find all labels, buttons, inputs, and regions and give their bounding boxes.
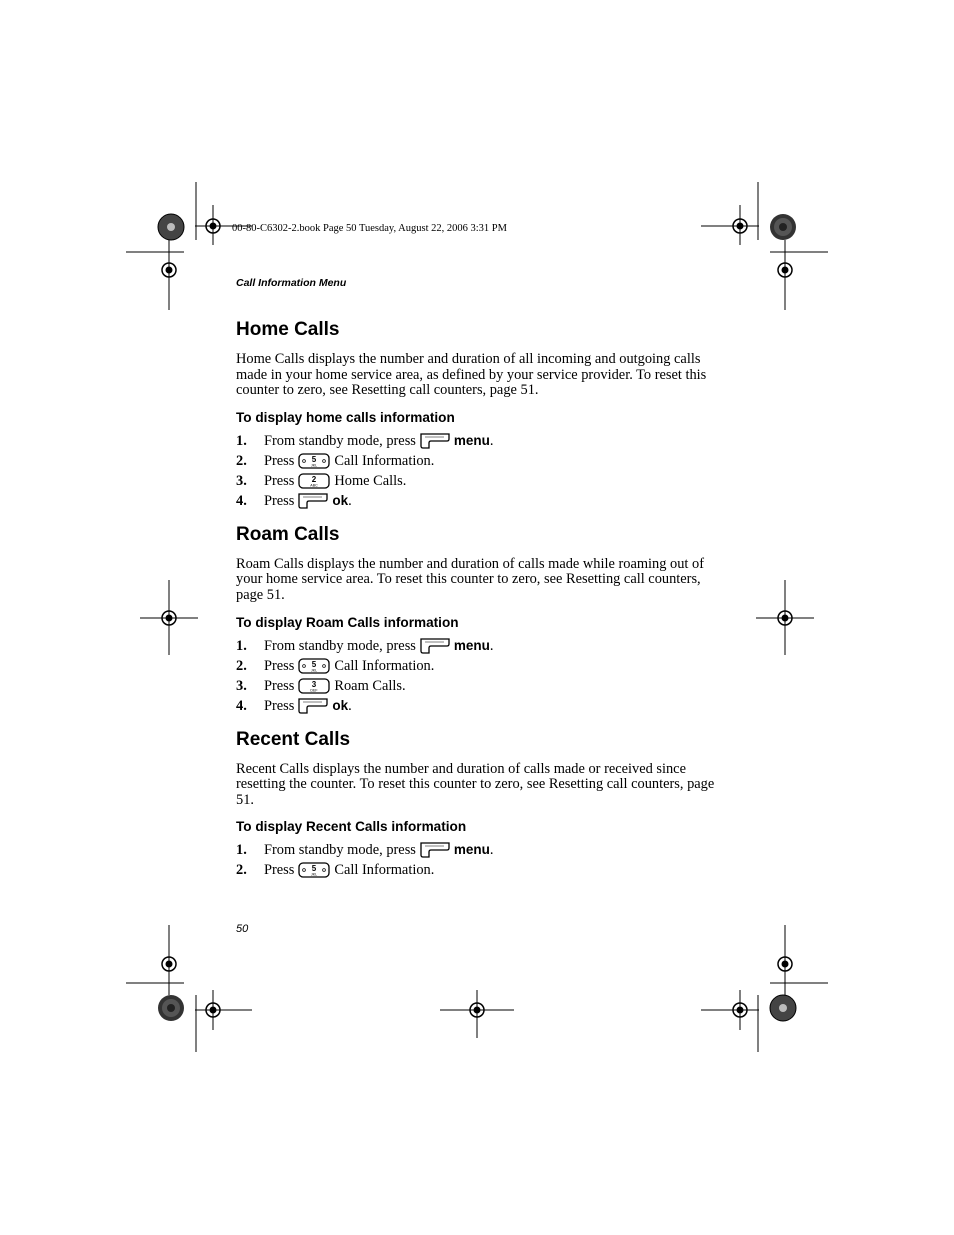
softkey-icon (420, 842, 450, 858)
step-text: From standby mode, press (264, 637, 416, 654)
step-text: Press (264, 452, 295, 469)
list-item (236, 471, 720, 491)
svg-text:JKL: JKL (311, 872, 318, 877)
section-paragraph: Home Calls displays the number and duration of all incoming and outgoing calls made in your home service area, as defined by your service provider. To reset this counter to zero, see Resetting call counters, page 51. (236, 351, 707, 399)
step-text: From standby mode, press (264, 432, 416, 449)
section-home-calls (236, 318, 720, 511)
section-title: Home Calls (236, 319, 340, 340)
section-paragraph: Roam Calls displays the number and duration of calls made while roaming out of your home service area. To reset this counter to zero, see Resetting call counters, page 51. (236, 555, 704, 603)
procedure-heading: To display Roam Calls information (236, 614, 459, 630)
softkey-label: ok (332, 492, 349, 508)
step-target: Call Information. (334, 452, 435, 469)
section-title: Roam Calls (236, 523, 340, 545)
svg-text:5: 5 (312, 659, 317, 669)
svg-text:DEF: DEF (310, 688, 318, 693)
print-info-line: 00-80-C6302-2.book Page 50 Tuesday, August 22, 2006 3:31 PM (232, 223, 507, 234)
step-punct: . (489, 637, 494, 654)
step-text: Press (264, 697, 295, 714)
list-item (236, 491, 720, 511)
softkey-label: menu (453, 432, 490, 448)
procedure-steps (236, 840, 720, 880)
running-head: Call Information Menu (236, 277, 347, 289)
step-number: 3. (236, 677, 247, 694)
procedure-heading: To display Recent Calls information (236, 819, 467, 835)
svg-text:5: 5 (312, 864, 317, 874)
softkey-label: ok (332, 697, 349, 713)
svg-text:5: 5 (312, 454, 317, 464)
step-number: 4. (236, 492, 247, 509)
section-recent-calls (236, 728, 720, 881)
procedure-heading: To display home calls information (236, 409, 455, 425)
list-item (236, 431, 720, 451)
step-text: Press (264, 677, 295, 694)
list-item (236, 840, 720, 860)
section-title: Recent Calls (236, 728, 351, 750)
step-number: 1. (236, 432, 247, 449)
softkey-label: menu (453, 842, 490, 858)
list-item (236, 860, 720, 880)
step-punct: . (489, 842, 494, 859)
step-text: From standby mode, press (264, 842, 416, 859)
step-target: Call Information. (334, 657, 435, 674)
step-punct: . (348, 697, 352, 714)
svg-text:JKL: JKL (311, 668, 318, 673)
key-5-icon (298, 862, 330, 878)
procedure-steps (236, 431, 720, 511)
step-text: Press (264, 472, 295, 489)
step-punct: . (348, 492, 352, 509)
list-item (236, 676, 720, 696)
list-item (236, 656, 720, 676)
key-2-icon (298, 473, 330, 489)
step-target: Home Calls. (334, 472, 407, 489)
step-number: 3. (236, 472, 247, 489)
softkey-label: menu (453, 637, 490, 653)
step-number: 1. (236, 842, 247, 859)
step-number: 1. (236, 637, 247, 654)
section-roam-calls (236, 523, 720, 716)
list-item (236, 451, 720, 471)
list-item (236, 696, 720, 716)
softkey-icon (298, 698, 328, 714)
step-number: 2. (236, 657, 247, 674)
softkey-icon (420, 638, 450, 654)
svg-text:JKL: JKL (311, 463, 318, 468)
svg-text:ABC: ABC (310, 483, 319, 488)
softkey-icon (298, 493, 328, 509)
step-text: Press (264, 492, 295, 509)
svg-text:3: 3 (312, 679, 317, 689)
step-number: 2. (236, 862, 247, 879)
main-content (236, 318, 720, 880)
page-number: 50 (236, 923, 249, 935)
procedure-steps (236, 636, 720, 716)
softkey-icon (420, 433, 450, 449)
step-number: 2. (236, 452, 247, 469)
step-target: Call Information. (334, 862, 435, 879)
step-text: Press (264, 657, 295, 674)
step-text: Press (264, 862, 295, 879)
step-number: 4. (236, 697, 247, 714)
list-item (236, 636, 720, 656)
key-5-icon (298, 658, 330, 674)
step-target: Roam Calls. (334, 677, 406, 694)
key-3-icon (298, 678, 330, 694)
section-paragraph: Recent Calls displays the number and duration of calls made or received since resetting the counter. To reset this counter to zero, see Resetting call counters, page 51. (236, 760, 715, 808)
svg-text:2: 2 (312, 474, 317, 484)
step-punct: . (489, 432, 494, 449)
key-5-icon (298, 453, 330, 469)
